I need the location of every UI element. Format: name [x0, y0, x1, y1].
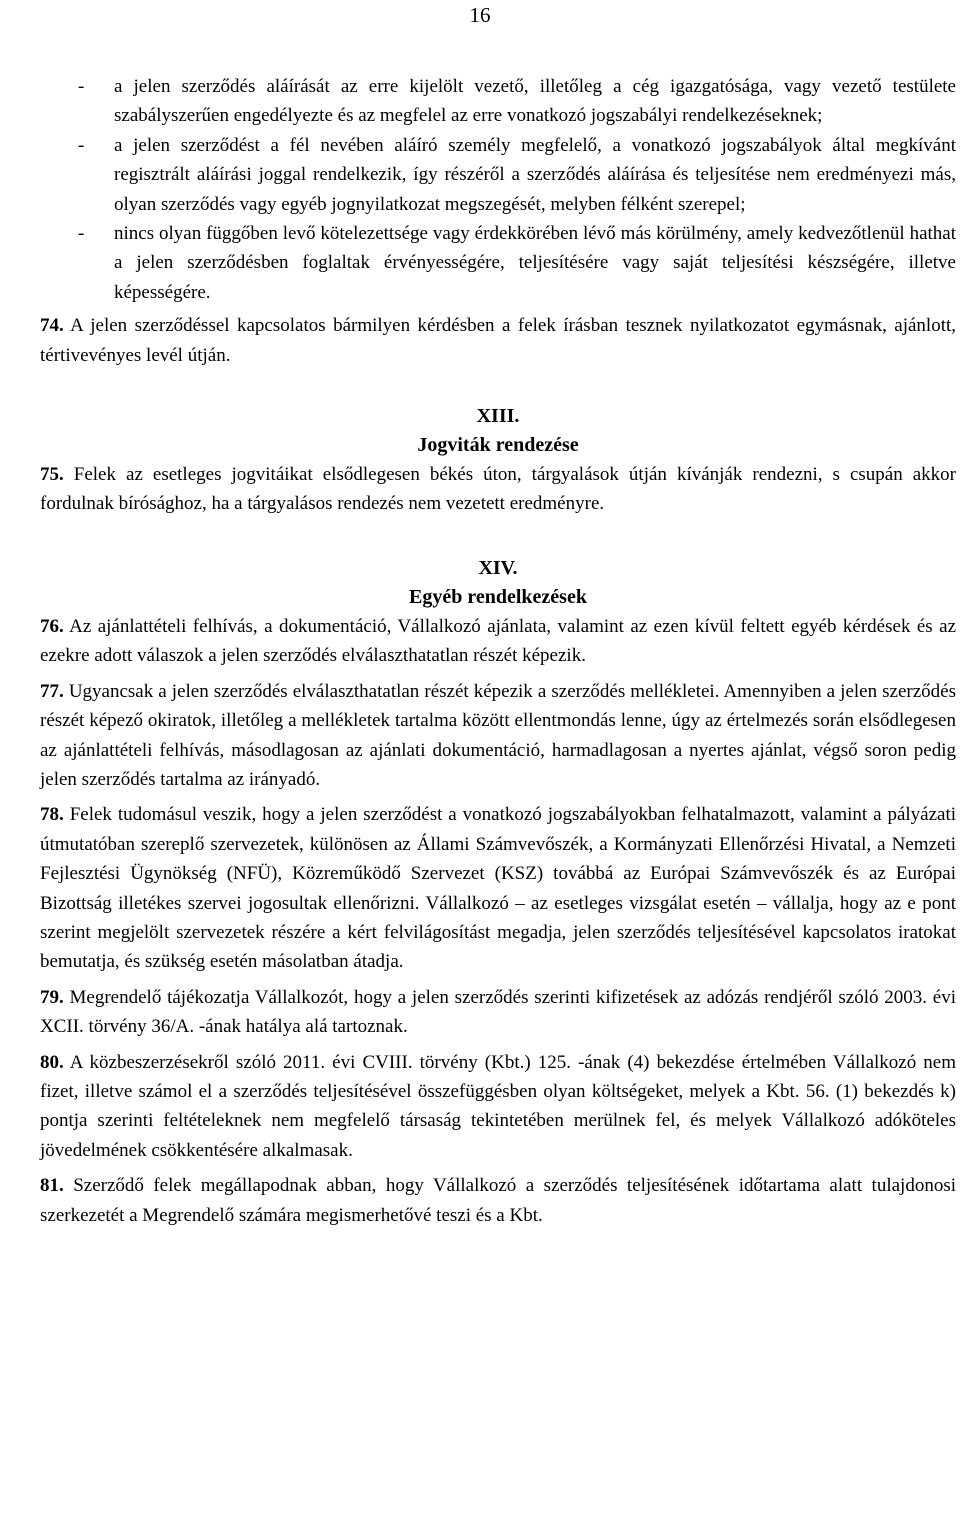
list-item [0, 72, 956, 131]
list-item-text: a jelen szerződést a fél nevében aláíró személy megfelelő, a vonatkozó jogszabályok által megkívánt regisztrált aláírási joggal rendelkezik, így részéről a szerződés aláírása és teljesítése nem eredményezi más, olyan szerződés vagy egyéb jognyilatkozat megszegését, melyben félként szerepel; [114, 134, 956, 215]
paragraph-76 [40, 612, 956, 671]
bullet-dash: - [78, 134, 85, 156]
paragraph-number: 75. [40, 464, 64, 486]
page-number: 16 [469, 3, 491, 27]
paragraph-77 [40, 677, 956, 795]
bullet-dash: - [78, 76, 85, 97]
list-item-text: nincs olyan függőben levő kötelezettsége vagy érdekkörében lévő más körülmény, amely kedvezőtlenül hathat a jelen szerződésben foglaltak érvényességére, teljesítésére vagy saját teljesítési készségére, illetve képességére. [114, 223, 956, 303]
list-item [0, 131, 956, 219]
paragraph-78 [40, 800, 956, 976]
paragraph-text: Felek az esetleges jogvitáikat elsődlegesen békés úton, tárgyalások útján kívánják rendezni, s csupán akkor fordulnak bírósághoz, ha a tárgyalásos rendezés nem vezetett eredményre. [40, 464, 957, 515]
document-body [40, 72, 956, 1230]
paragraph-81 [40, 1171, 956, 1230]
paragraph-text: Felek tudomásul veszik, hogy a jelen szerződést a vonatkozó jogszabályokban felhatalmazott, valamint a pályázati útmutatóban szereplő szervezetek, különösen az Állami Számvevőszék, a Kormányzati Ellenőrzési Hivatal, a Nemzeti Fejlesztési Ügynökség (NFÜ), Közreműködő Szervezet (KSZ) továbbá az Európai Számvevőszék és az Európai Bizottság illetékes szervei jogosultak ellenőrizni. Vállalkozó – az esetleges vizsgálat esetén – vállalja, hogy az e pont szerint megjelölt szervezetek részére a kért felvilágosítást megadja, jelen szerződés teljesítésével kapcsolatos iratokat bemutatja, és szükség esetén másolatban átadja. [40, 804, 957, 973]
paragraph-number: 74. [40, 315, 64, 337]
list-item-text: a jelen szerződés aláírását az erre kijelölt vezető, illetőleg a cég igazgatósága, vagy vezető testülete szabályszerűen engedélyezte és az megfelel az erre vonatkozó jogszabályi rendelkezéseknek; [114, 76, 956, 127]
section-title: Jogviták rendezése [417, 434, 579, 457]
paragraph-text: Megrendelő tájékozatja Vállalkozót, hogy a jelen szerződés szerinti kifizetések az adózás rendjéről szóló 2003. évi XCII. törvény 36/A. -ának hatálya alá tartoznak. [40, 986, 957, 1038]
section-number: XIII. [476, 405, 520, 428]
paragraph-text: Ugyancsak a jelen szerződés elválaszthatatlan részét képezik a szerződés mellékletei. Amennyiben a jelen szerződés részét képező okiratok, illetőleg a mellékletek tartalma között ellentmondás lenne, úgy az értelmezés során elsődlegesen az ajánlattételi felhívás, másodlagosan az ajánlati dokumentáció, harmadlagosan a nyertes ajánlat, végső soron pedig jelen szerződés tartalma az irányadó. [40, 680, 957, 790]
spacer [40, 370, 956, 402]
list-item [0, 219, 956, 307]
paragraph-80 [40, 1048, 956, 1166]
spacer [40, 519, 956, 554]
paragraph-75 [40, 460, 956, 519]
section-title: Egyéb rendelkezések [409, 585, 587, 608]
paragraph-number: 78. [40, 804, 64, 826]
paragraph-text: A közbeszerzésekről szóló 2011. évi CVIII. törvény (Kbt.) 125. -ának (4) bekezdése értelmében Vállalkozó nem fizet, illetve számol el a szerződés teljesítésével összefüggésben olyan költségeket, melyek a Kbt. 56. (1) bekezdés k) pontja szerinti feltételeknek nem megfelelő társaság tekintetében merülnek fel, és melyek Vállalkozó adóköteles jövedelmének csökkentésére alkalmasak. [40, 1051, 956, 1161]
paragraph-74 [40, 311, 956, 370]
paragraph-number: 81. [40, 1175, 64, 1197]
paragraph-text: A jelen szerződéssel kapcsolatos bármilyen kérdésben a felek írásban tesznek nyilatkozatot egymásnak, ajánlott, tértivevényes levél útján. [40, 315, 956, 366]
paragraph-text: Az ajánlattételi felhívás, a dokumentáció, Vállalkozó ajánlata, valamint az ezen kívül feltett egyéb kérdések és az ezekre adott válaszok a jelen szerződés elválaszthatatlan részét képezik. [40, 615, 956, 667]
paragraph-79 [40, 983, 956, 1042]
paragraph-text: Szerződő felek megállapodnak abban, hogy Vállalkozó a szerződés teljesítésének időtartama alatt tulajdonosi szerkezetét a Megrendelő számára megismerhetővé teszi és a Kbt. [40, 1175, 956, 1226]
paragraph-number: 80. [40, 1051, 64, 1073]
paragraph-number: 77. [40, 680, 64, 702]
bullet-dash: - [78, 223, 85, 245]
paragraph-number: 76. [40, 615, 64, 637]
paragraph-number: 79. [40, 986, 64, 1008]
section-number: XIV. [478, 556, 518, 579]
